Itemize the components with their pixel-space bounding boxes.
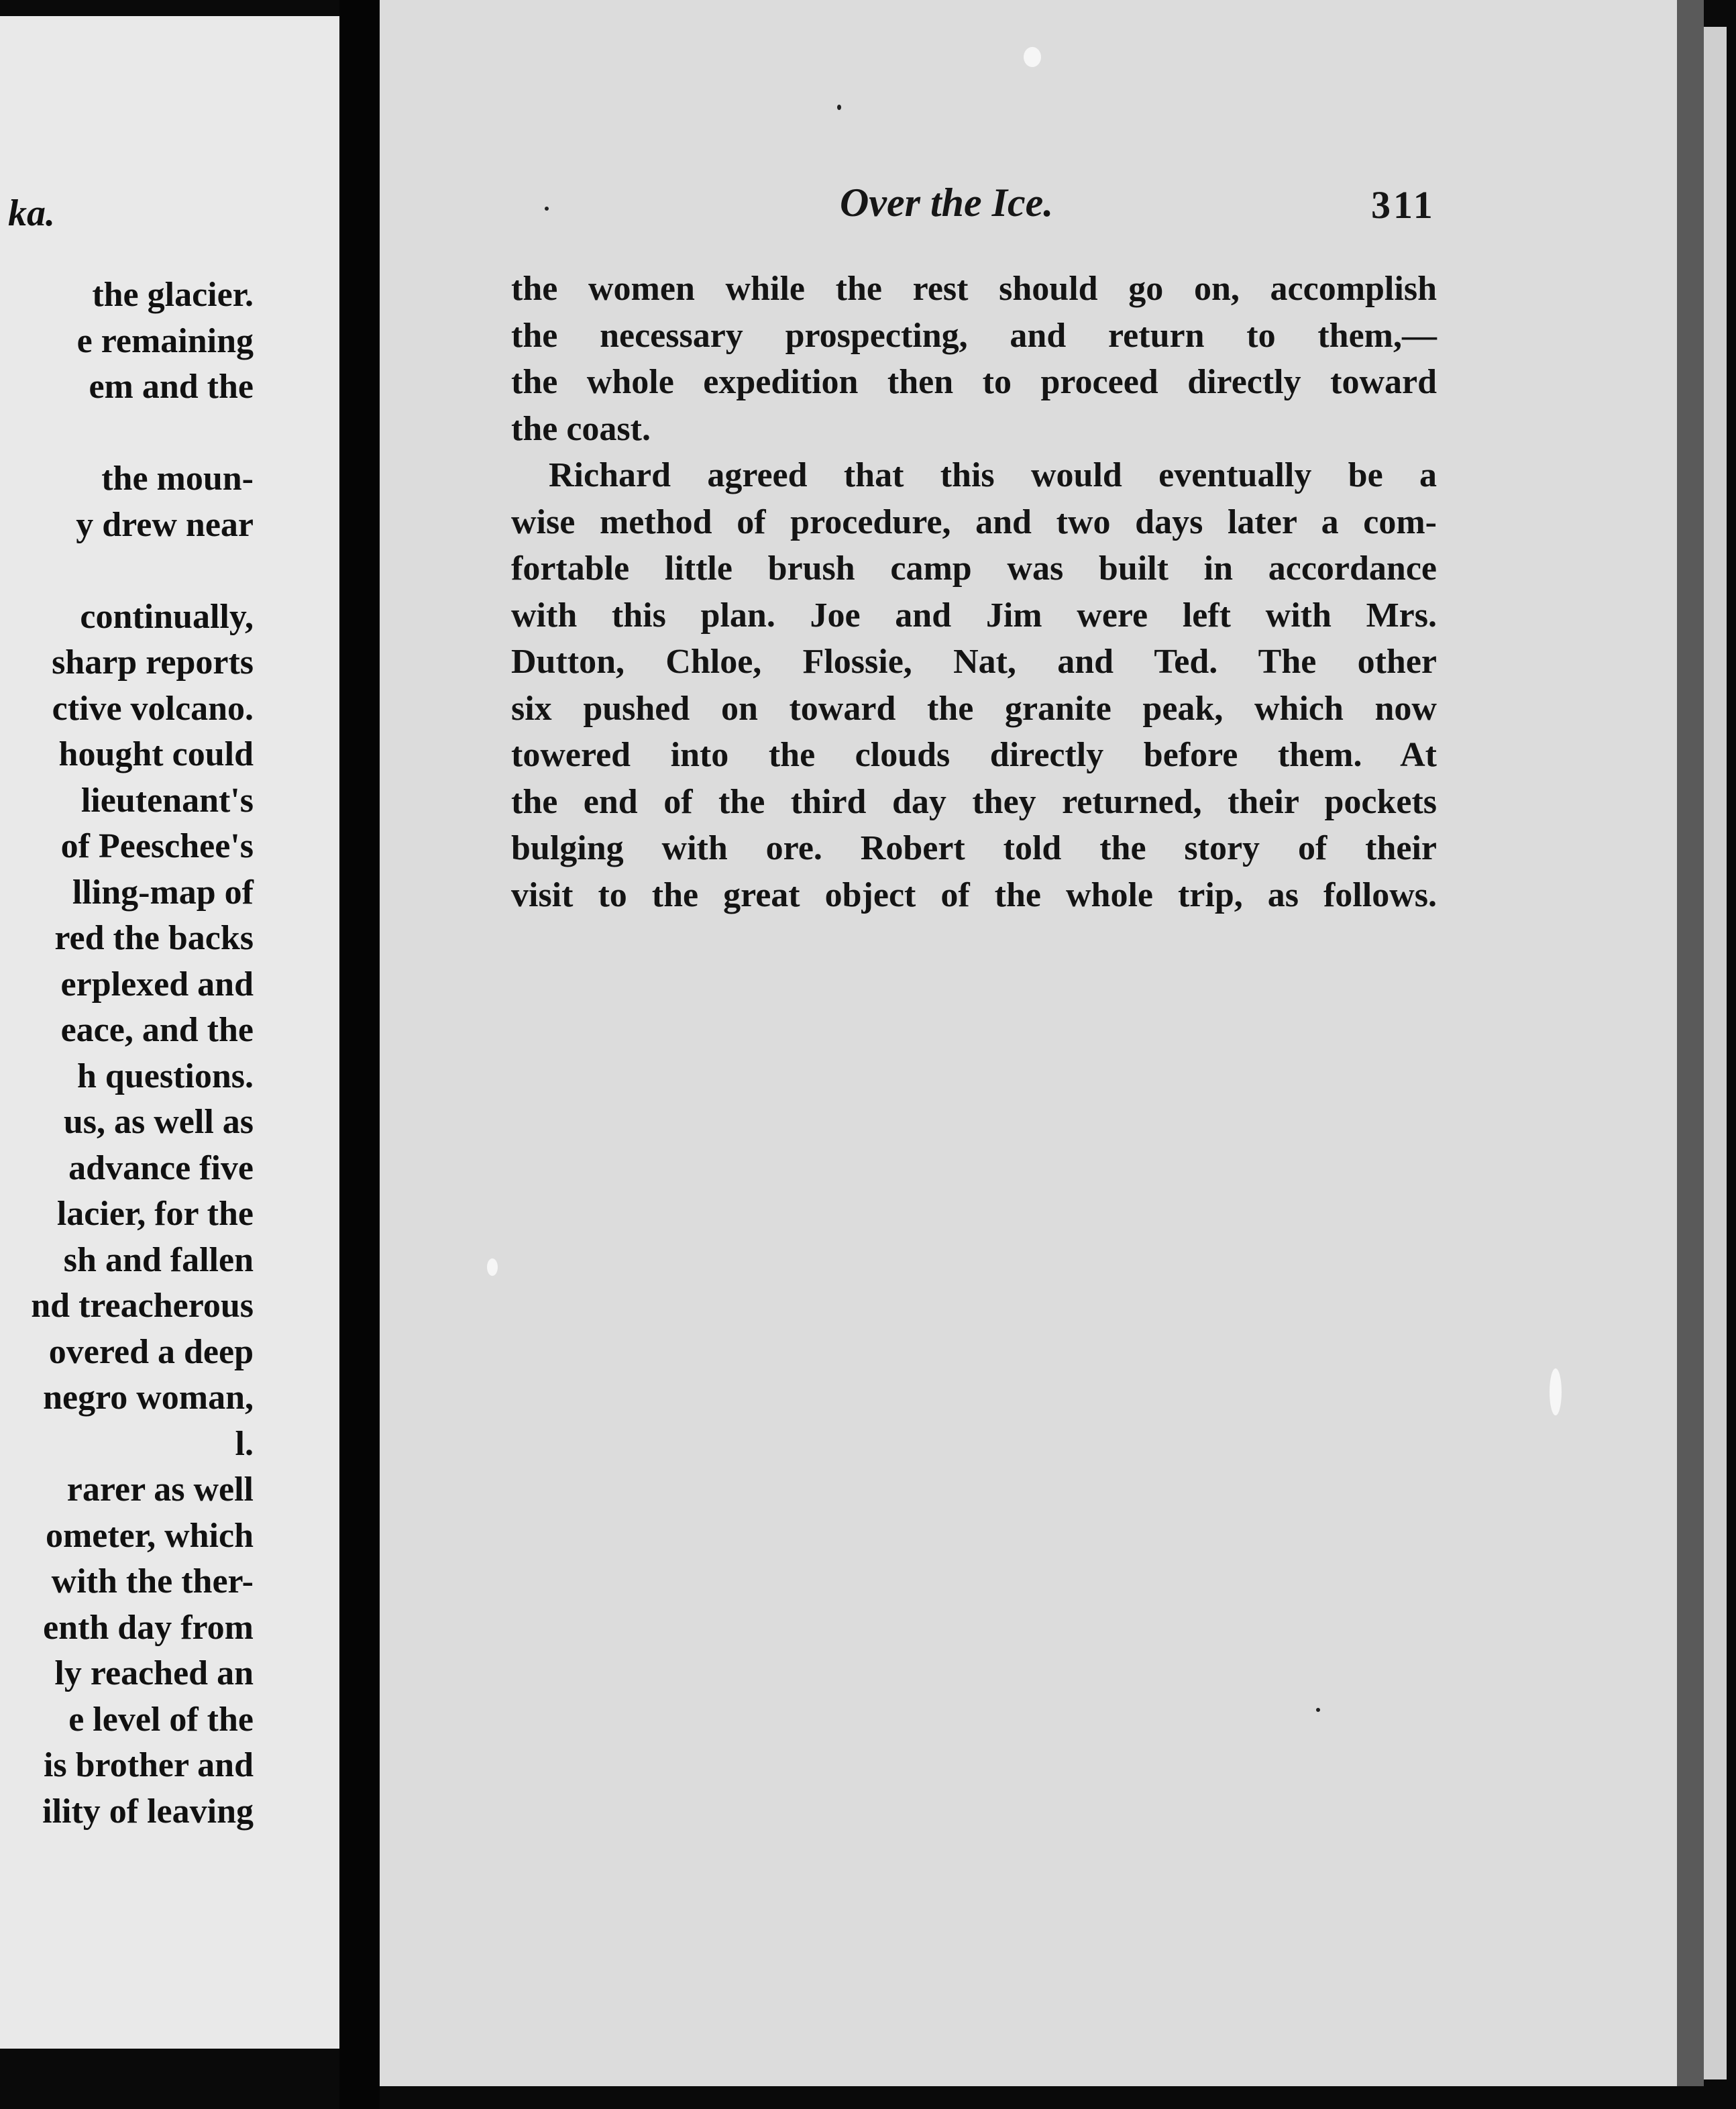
- text-line: of Peeschee's: [60, 827, 254, 865]
- text-line: hought could: [58, 735, 254, 773]
- text-line: lieutenant's: [80, 781, 254, 820]
- text-line: ometer, which: [45, 1516, 254, 1555]
- page-stack-edge: [1704, 27, 1727, 2079]
- paper-speck: [1024, 47, 1041, 67]
- text-line: advance five: [68, 1148, 254, 1187]
- text-line: negro woman,: [43, 1378, 254, 1417]
- text-line: em and the: [89, 368, 254, 406]
- text-line: y drew near: [76, 505, 254, 544]
- text-line: lling-map of: [72, 873, 254, 912]
- paragraph: [511, 266, 1437, 452]
- book-gutter: [339, 0, 380, 2109]
- text-line: Dutton, Chloe, Flossie, Nat, and Ted. The other: [511, 643, 1437, 681]
- paper-dot: [545, 207, 549, 211]
- text-line: lacier, for the: [56, 1195, 254, 1233]
- text-line: continually,: [80, 597, 254, 636]
- text-line: towered into the clouds directly before them. At: [511, 736, 1437, 774]
- text-line: h questions.: [77, 1057, 254, 1095]
- text-line: visit to the great object of the whole trip, as follows.: [511, 875, 1437, 914]
- text-line: the necessary prospecting, and return to them,—: [511, 316, 1437, 355]
- text-line: l.: [235, 1424, 254, 1463]
- right-page: [380, 0, 1685, 2086]
- text-line: is brother and: [43, 1746, 254, 1784]
- text-line: bulging with ore. Robert told the story of their: [511, 829, 1437, 867]
- paper-dot: [1316, 1708, 1320, 1712]
- text-line: the coast.: [511, 409, 651, 448]
- text-line: wise method of procedure, and two days later a com-: [511, 502, 1437, 541]
- text-line: erplexed and: [60, 965, 254, 1004]
- paper-dot: [837, 105, 841, 110]
- text-line: eace, and the: [60, 1011, 254, 1049]
- text-line: ly reached an: [54, 1654, 254, 1692]
- body-text: [511, 266, 1437, 918]
- text-line: the end of the third day they returned, their pockets: [511, 782, 1437, 821]
- text-line: enth day from: [43, 1608, 254, 1647]
- paper-speck: [487, 1258, 498, 1276]
- running-head: Over the Ice.: [840, 180, 1054, 225]
- text-line: the moun-: [101, 459, 254, 498]
- text-line: [0, 411, 254, 457]
- text-line: nd treacherous: [31, 1287, 254, 1325]
- text-line: the women while the rest should go on, accomplish: [511, 270, 1437, 308]
- paper-speck: [1550, 1368, 1562, 1415]
- text-line: ility of leaving: [42, 1792, 254, 1831]
- left-running-head: ka.: [8, 193, 55, 234]
- page-number: 311: [1371, 183, 1435, 227]
- text-line: sharp reports: [52, 643, 254, 682]
- text-line: sh and fallen: [63, 1240, 254, 1279]
- text-line: red the backs: [54, 919, 254, 957]
- text-line: e level of the: [68, 1700, 254, 1739]
- left-page: [0, 16, 339, 2049]
- text-line: fortable little brush camp was built in accordance: [511, 549, 1437, 588]
- text-line: Richard agreed that this would eventually be a: [549, 456, 1437, 494]
- text-line: e remaining: [76, 321, 254, 360]
- text-line: ctive volcano.: [52, 689, 254, 728]
- text-line: the whole expedition then to proceed directly toward: [511, 363, 1437, 401]
- text-line: with this plan. Joe and Jim were left with Mrs.: [511, 596, 1437, 635]
- text-line: overed a deep: [48, 1332, 254, 1371]
- text-line: the glacier.: [92, 276, 254, 314]
- text-line: us, as well as: [63, 1103, 254, 1141]
- paragraph: [511, 452, 1437, 918]
- left-page-text: [0, 272, 254, 1835]
- page-header: [380, 180, 1685, 233]
- text-line: [0, 548, 254, 594]
- text-line: rarer as well: [66, 1470, 254, 1509]
- text-line: with the ther-: [51, 1562, 254, 1601]
- text-line: six pushed on toward the granite peak, which now: [511, 689, 1437, 728]
- page-edge-shadow: [1677, 0, 1704, 2086]
